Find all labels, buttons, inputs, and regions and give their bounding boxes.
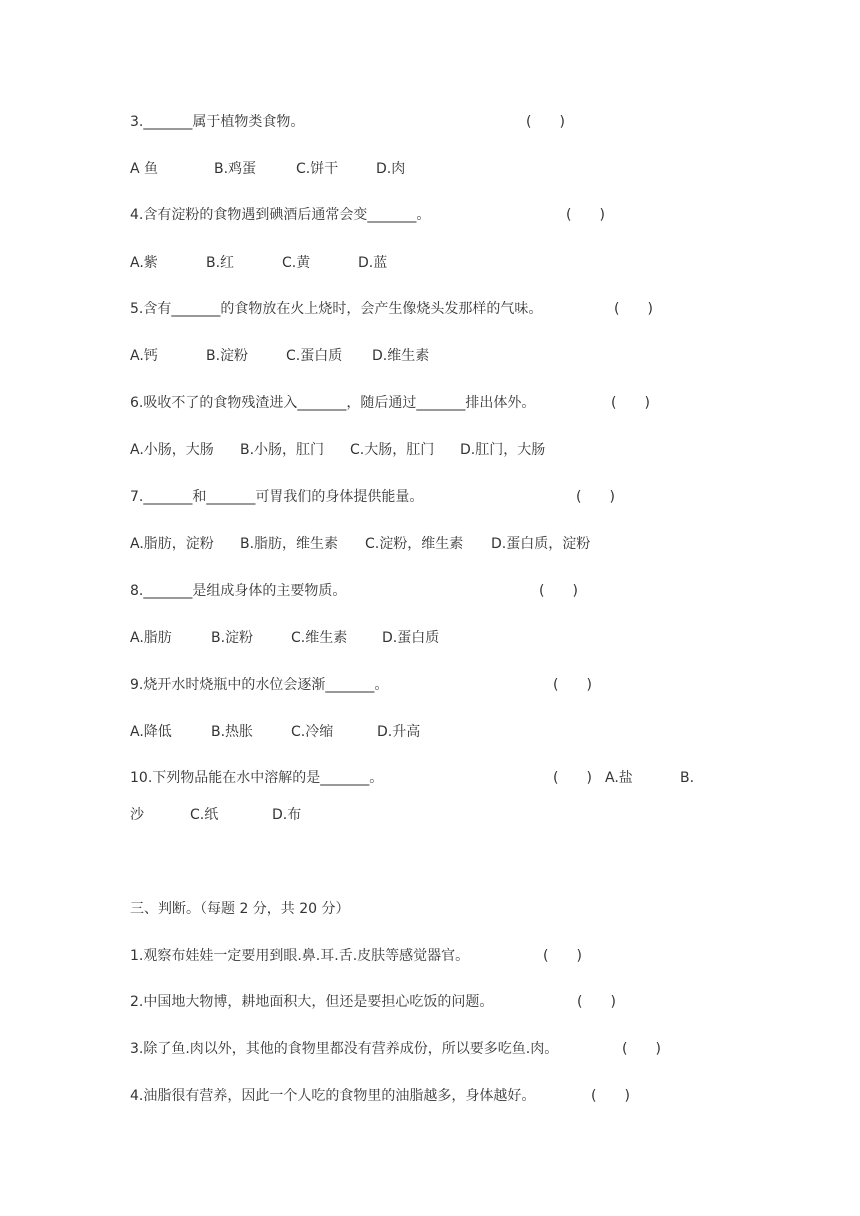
q5-option-c: C.蛋白质	[286, 348, 343, 364]
q5-option-b: B.淀粉	[206, 348, 249, 364]
q3-option-c: C.饼干	[296, 161, 339, 177]
answer-paren-q3: ( )	[526, 114, 565, 130]
q6-option-c: C.大肠，肛门	[350, 442, 435, 458]
q10-option-b-letter: B.	[680, 770, 695, 786]
q3-option-a: A 鱼	[130, 161, 159, 177]
q3-option-d: D.肉	[376, 161, 406, 177]
q7-option-d: D.蛋白质，淀粉	[491, 536, 591, 552]
answer-paren-q4: ( )	[566, 207, 605, 223]
q9-option-b: B.热胀	[211, 724, 254, 740]
question-7: 7._______和_______可胃我们的身体提供能量。	[130, 489, 424, 505]
question-8: 8._______是组成身体的主要物质。	[130, 583, 347, 599]
answer-paren-q9: ( )	[553, 677, 592, 693]
section-heading: 三、判断。（每题 2 分，共 20 分）	[130, 901, 350, 917]
question-9: 9.烧开水时烧瓶中的水位会逐渐_______。	[130, 677, 389, 693]
q6-option-b: B.小肠，肛门	[240, 442, 325, 458]
answer-paren-q5: ( )	[614, 301, 653, 317]
q9-option-c: C.冷缩	[291, 724, 334, 740]
q4-option-b: B.红	[206, 255, 235, 271]
judgement-item-2: 2.中国地大物博，耕地面积大，但还是要担心吃饭的问题。	[130, 994, 494, 1010]
question-4: 4.含有淀粉的食物遇到碘酒后通常会变_______。	[130, 207, 431, 223]
judgement-item-1: 1.观察布娃娃一定要用到眼.鼻.耳.舌.皮肤等感觉器官。	[130, 948, 470, 964]
q9-option-d: D.升高	[377, 724, 421, 740]
q10-option-d: D.布	[272, 807, 302, 823]
answer-paren-q8: ( )	[539, 583, 578, 599]
judgement-item-3: 3.除了鱼.肉以外，其他的食物里都没有营养成份，所以要多吃鱼.肉。	[130, 1041, 559, 1057]
question-3: 3._______属于植物类食物。	[130, 114, 305, 130]
answer-paren-j3: ( )	[622, 1041, 661, 1057]
answer-paren-j4: ( )	[591, 1088, 630, 1104]
q9-option-a: A.降低	[130, 724, 172, 740]
q8-option-d: D.蛋白质	[382, 630, 440, 646]
q10-option-c: C.纸	[190, 807, 219, 823]
q10-option-b-text: 沙	[130, 807, 144, 823]
answer-paren-q10: ( )	[553, 770, 592, 786]
question-10: 10.下列物品能在水中溶解的是_______。	[130, 770, 384, 786]
q4-option-a: A.紫	[130, 255, 158, 271]
q3-option-b: B.鸡蛋	[214, 161, 257, 177]
answer-paren-j1: ( )	[543, 948, 582, 964]
q4-option-c: C.黄	[282, 255, 311, 271]
answer-paren-j2: ( )	[577, 994, 616, 1010]
answer-paren-q7: ( )	[576, 489, 615, 505]
q10-option-a: A.盐	[605, 770, 633, 786]
q7-option-c: C.淀粉，维生素	[365, 536, 464, 552]
question-6: 6.吸收不了的食物残渣进入_______，随后通过_______排出体外。	[130, 395, 536, 411]
q8-option-b: B.淀粉	[211, 630, 254, 646]
judgement-item-4: 4.油脂很有营养，因此一个人吃的食物里的油脂越多，身体越好。	[130, 1088, 536, 1104]
q4-option-d: D.蓝	[358, 255, 388, 271]
q7-option-b: B.脂肪，维生素	[240, 536, 339, 552]
q6-option-a: A.小肠，大肠	[130, 442, 214, 458]
q6-option-d: D.肛门，大肠	[460, 442, 546, 458]
q7-option-a: A.脂肪，淀粉	[130, 536, 214, 552]
q5-option-d: D.维生素	[372, 348, 430, 364]
q8-option-c: C.维生素	[291, 630, 348, 646]
answer-paren-q6: ( )	[611, 395, 650, 411]
q5-option-a: A.钙	[130, 348, 158, 364]
question-5: 5.含有_______的食物放在火上烧时，会产生像烧头发那样的气味。	[130, 301, 543, 317]
q8-option-a: A.脂肪	[130, 630, 172, 646]
